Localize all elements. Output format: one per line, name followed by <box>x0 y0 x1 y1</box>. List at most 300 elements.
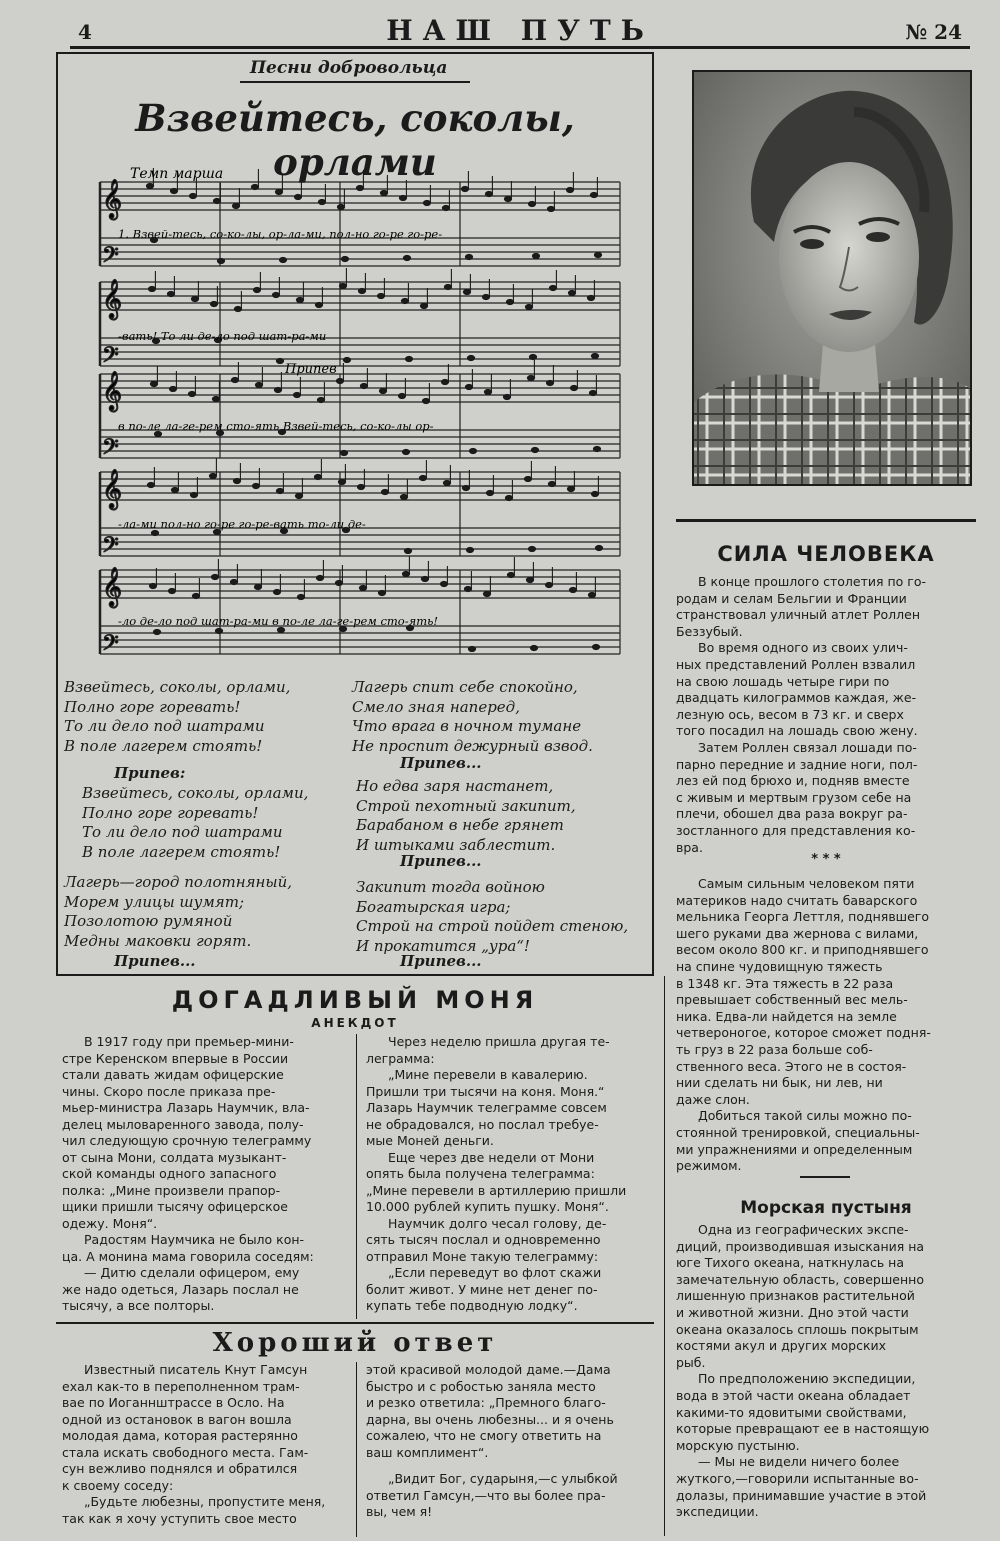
note-head <box>337 204 344 209</box>
text-line: превышает собственный вес мель- <box>676 992 908 1008</box>
note-head <box>294 194 301 199</box>
article-title-sea-desert: Морская пустыня <box>740 1198 912 1218</box>
note-head <box>211 574 218 579</box>
text-line: странствовал уличный атлет Роллен <box>676 607 921 623</box>
verse-line: Но едва заря настанет, <box>356 777 554 795</box>
note-head <box>466 547 473 552</box>
song-verse-right-2 <box>356 777 636 855</box>
text-line: четвероногое, которое сможет подня- <box>676 1025 931 1041</box>
bass-clef-icon: 𝄢 <box>102 435 119 465</box>
note-head <box>380 190 387 195</box>
refrain-marker: Припев... <box>400 952 482 970</box>
note-head <box>296 297 303 302</box>
note-head <box>444 284 451 289</box>
note-head <box>232 203 239 208</box>
note-head <box>381 489 388 494</box>
note-head <box>295 493 302 498</box>
text-line: жуткого,—говорили испытанные во- <box>676 1470 919 1486</box>
note-head <box>358 288 365 293</box>
text-line: Добиться такой силы можно по- <box>698 1108 912 1124</box>
text-line: этой красивой молодой даме.—Дама <box>366 1362 611 1377</box>
note-head <box>567 486 574 491</box>
note-head <box>588 592 595 597</box>
text-line: Пришли три тысячи на коня. Моня.“ <box>366 1083 605 1099</box>
verse-line: Лагерь—город полотняный, <box>64 873 293 891</box>
text-line: „Если переведут во флот скажи <box>388 1265 602 1280</box>
bass-clef-icon: 𝄢 <box>102 243 119 273</box>
text-line: болит живот. У мине нет денег по- <box>366 1281 598 1297</box>
text-line: „Будьте любезны, пропустите меня, <box>84 1494 326 1509</box>
text-line: нии сделать ни бык, ни лев, ни <box>676 1075 883 1091</box>
note-head <box>338 479 345 484</box>
article-body-good-answer-col2 <box>366 1362 651 1521</box>
note-head <box>399 195 406 200</box>
song-title: Взвейтесь, соколы, орлами <box>135 96 575 184</box>
text-line: лишенную признаков растительной <box>676 1288 915 1304</box>
note-head <box>484 389 491 394</box>
text-line: Еще через две недели от Мони <box>388 1149 595 1165</box>
note-head <box>273 589 280 594</box>
text-line: ской команды одного запасного <box>62 1166 277 1181</box>
note-head <box>317 397 324 402</box>
verse-line: Взвейтесь, соколы, орлами, <box>82 784 309 802</box>
note-head <box>151 530 158 535</box>
text-line: полка: „Мине произвели прапор- <box>62 1182 281 1198</box>
note-head <box>486 490 493 495</box>
note-head <box>297 594 304 599</box>
note-head <box>188 391 195 396</box>
refrain-marker: Припев... <box>114 952 196 970</box>
song-verse-left-2 <box>82 784 362 862</box>
note-head <box>255 382 262 387</box>
note-head <box>343 357 350 362</box>
note-head <box>341 256 348 261</box>
text-line: зостланного для представления ко- <box>676 822 916 838</box>
note-head <box>400 494 407 499</box>
note-head <box>566 187 573 192</box>
separator-asterisks: * * * <box>811 852 841 867</box>
note-head <box>148 286 155 291</box>
note-head <box>314 474 321 479</box>
text-line: леграмма: <box>366 1050 435 1066</box>
short-rule <box>800 1176 850 1178</box>
note-head <box>591 491 598 496</box>
article-body-anecdote-col1 <box>62 1034 347 1315</box>
note-head <box>252 483 259 488</box>
verse-line: Богатырская игра; <box>356 897 511 916</box>
verse-line: Не проспит дежурный взвод. <box>352 736 593 755</box>
score-lyrics-1: 1. Взвей-тесь, со-ко-лы, ор-ла-ми, пол-но го-ре го-ре- <box>118 227 443 241</box>
note-head <box>546 380 553 385</box>
note-head <box>468 646 475 651</box>
text-line: Через неделю пришла другая те- <box>388 1034 610 1049</box>
verse-line: Полно горе горевать! <box>64 697 241 716</box>
text-line: морскую пустыню. <box>676 1437 800 1453</box>
note-head <box>169 386 176 391</box>
note-head <box>230 579 237 584</box>
verse-line: Строй пехотный закипит, <box>356 796 576 815</box>
note-head <box>485 191 492 196</box>
note-head <box>315 302 322 307</box>
verse-line: Барабаном в небе грянет <box>356 816 564 834</box>
note-head <box>403 255 410 260</box>
note-head <box>507 572 514 577</box>
text-line: шего руками два жернова с вилами, <box>676 925 919 941</box>
note-head <box>483 591 490 596</box>
note-head <box>150 381 157 386</box>
text-line: лез ей под брюхо и, подняв вместе <box>676 773 910 789</box>
text-line: В конце прошлого столетия по го- <box>698 574 927 589</box>
bass-clef-icon: 𝄢 <box>102 343 119 373</box>
verse-line: То ли дело под шатрами <box>82 823 283 841</box>
note-head <box>591 353 598 358</box>
text-line: мые Моней деньги. <box>366 1133 494 1148</box>
treble-clef-icon: 𝄞 <box>102 179 123 219</box>
note-head <box>146 183 153 188</box>
note-head <box>587 295 594 300</box>
verse-line: Закипит тогда войною <box>356 878 545 896</box>
issue-number: № 24 <box>905 20 962 44</box>
article-title-anecdote: ДОГАДЛИВЫЙ МОНЯ <box>171 986 539 1014</box>
note-head <box>595 545 602 550</box>
text-line: материков надо считать баварского <box>676 892 918 908</box>
refrain-label: Припев: <box>114 764 186 782</box>
note-head <box>231 377 238 382</box>
verse-line: И штыками заблестит. <box>356 835 556 854</box>
note-head <box>461 186 468 191</box>
note-head <box>525 304 532 309</box>
article-title-good-answer: Хороший ответ <box>212 1328 498 1358</box>
note-head <box>528 201 535 206</box>
text-line: с живым и мертвым грузом себе на <box>676 789 912 805</box>
text-line: долазы, принимавшие участие в этой <box>676 1487 927 1503</box>
note-head <box>253 287 260 292</box>
note-head <box>147 482 154 487</box>
note-head <box>594 252 601 257</box>
text-line: родам и селам Бельгии и Франции <box>676 590 907 606</box>
note-head <box>570 385 577 390</box>
note-head <box>419 475 426 480</box>
note-head <box>189 193 196 198</box>
note-head <box>593 446 600 451</box>
note-head <box>505 495 512 500</box>
note-head <box>378 590 385 595</box>
verse-line: Медны маковки горят. <box>64 931 252 950</box>
note-head <box>420 303 427 308</box>
text-line: тысячу, а все полторы. <box>62 1298 215 1313</box>
text-line: океана оказалось сплошь покрытым <box>676 1321 919 1337</box>
note-head <box>402 571 409 576</box>
text-line: ть груз в 22 раза больше соб- <box>676 1041 873 1057</box>
note-head <box>422 398 429 403</box>
note-head <box>233 478 240 483</box>
text-line: весом около 800 кг. и приподнявшего <box>676 942 929 958</box>
text-line: мьер-министра Лазарь Наумчик, вла- <box>62 1100 310 1115</box>
song-section-label: Песни добровольца <box>250 58 448 78</box>
text-line: Самым сильным человеком пяти <box>698 876 915 891</box>
portrait-photo <box>692 70 972 486</box>
song-verse-left-3 <box>64 873 344 951</box>
note-head <box>192 593 199 598</box>
note-head <box>191 296 198 301</box>
verse-line: Строй на строй пойдет стеною, <box>356 917 629 935</box>
text-line: купать тебе подводную лодку“. <box>366 1298 578 1313</box>
text-line: экспедиции. <box>676 1504 759 1520</box>
text-line: Во время одного из своих улич- <box>698 640 908 656</box>
column-divider <box>664 976 665 1536</box>
masthead <box>70 12 970 48</box>
text-line: двадцать килограммов каждая, же- <box>676 690 917 706</box>
note-head <box>234 306 241 311</box>
song-verse-left-1 <box>64 678 344 756</box>
text-line: парно передние и задние ноги, пол- <box>676 756 918 772</box>
treble-clef-icon: 𝄞 <box>102 469 123 509</box>
text-line: ехал как-то в переполненном трам- <box>62 1378 300 1394</box>
note-head <box>167 291 174 296</box>
text-line: ответил Гамсун,—что вы более пра- <box>366 1487 606 1503</box>
text-line: опять была получена телеграмма: <box>366 1166 595 1181</box>
note-head <box>524 476 531 481</box>
verse-line: Что врага в ночном тумане <box>352 717 582 735</box>
text-line: Беззубый. <box>676 623 743 639</box>
text-line: быстро и с робостью заняла место <box>366 1378 596 1394</box>
text-line: „Видит Бог, сударыня,—с улыбкой <box>388 1471 618 1486</box>
note-head <box>590 192 597 197</box>
text-line: ваш комплимент“. <box>366 1444 489 1460</box>
verse-line: Полно горе горевать! <box>82 803 259 822</box>
chorus-mark: Припев <box>285 362 337 377</box>
note-head <box>359 585 366 590</box>
note-head <box>504 196 511 201</box>
text-line: к своему соседу: <box>62 1477 174 1493</box>
note-head <box>529 354 536 359</box>
note-head <box>276 488 283 493</box>
refrain-marker: Припев... <box>400 852 482 870</box>
note-head <box>530 645 537 650</box>
note-head <box>462 485 469 490</box>
text-line: Радостям Наумчика не было кон- <box>84 1232 305 1247</box>
score-lyrics-5: -ло де-ло под шат-ра-ми в по-ле ла-ге-рем сто-ять! <box>118 614 439 628</box>
note-head <box>423 200 430 205</box>
note-head <box>213 198 220 203</box>
text-line: юге Тихого океана, наткнулась на <box>676 1255 905 1271</box>
text-line: стали давать жидам офицерские <box>62 1067 284 1082</box>
text-line: диций, производившая изыскания на <box>676 1238 925 1254</box>
text-line: и резко ответила: „Премного благо- <box>366 1395 606 1410</box>
text-line: рыб. <box>676 1354 706 1370</box>
text-line: вода в этой части океана обладает <box>676 1387 911 1403</box>
text-line: ца. А монина мама говорила соседям: <box>62 1248 314 1264</box>
text-line: — Мы не видели ничего более <box>698 1454 900 1470</box>
score-lyrics-3: в по-ле ла-ге-рем сто-ять Взвей-тесь, со-ко-лы ор- <box>118 419 434 433</box>
sheet-music <box>90 160 630 680</box>
note-head <box>398 393 405 398</box>
text-line: и животной жизни. Дно этой части <box>676 1304 909 1320</box>
text-line: молодая дама, которая растерянно <box>62 1428 298 1443</box>
note-head <box>272 292 279 297</box>
note-head <box>340 450 347 455</box>
text-line: дарна, вы очень любезны... и я очень <box>366 1411 614 1427</box>
article-body-good-answer-col1 <box>62 1362 347 1527</box>
article-title-strength: СИЛА ЧЕЛОВЕКА <box>717 542 935 566</box>
column-divider <box>356 1034 357 1319</box>
text-line: щики пришли тысячу офицерское <box>62 1199 288 1214</box>
text-line: от сына Мони, солдата музыкант- <box>62 1149 287 1165</box>
note-head <box>215 628 222 633</box>
text-line: даже слон. <box>676 1091 750 1107</box>
text-line: так как я хочу уступить свое место <box>62 1510 297 1526</box>
score-lyrics-2: -вать! То ли де-ло под шат-ра-ми <box>118 329 327 343</box>
note-head <box>549 285 556 290</box>
note-head <box>464 586 471 591</box>
note-head <box>467 355 474 360</box>
note-head <box>531 447 538 452</box>
text-line: „Мине перевели в кавалерию. <box>388 1067 588 1082</box>
section-rule <box>56 1322 654 1324</box>
note-head <box>339 283 346 288</box>
text-line: Лазарь Наумчик телеграмме совсем <box>366 1100 607 1115</box>
text-line: сять тысяч послал и одновременно <box>366 1232 601 1247</box>
text-line: вы, чем я! <box>366 1504 433 1519</box>
text-line: вра. <box>676 839 703 855</box>
note-head <box>217 258 224 263</box>
text-line: на свою лошадь четыре гири по <box>676 673 890 689</box>
note-head <box>276 358 283 363</box>
text-line: стре Керенском впервые в России <box>62 1050 289 1066</box>
column-divider <box>356 1362 357 1537</box>
note-head <box>379 388 386 393</box>
treble-clef-icon: 𝄞 <box>102 279 123 319</box>
verse-line: Смело зная наперед, <box>352 697 520 716</box>
note-head <box>357 484 364 489</box>
note-head <box>528 546 535 551</box>
text-line: сун вежливо поднялся и обратился <box>62 1461 298 1476</box>
note-head <box>149 583 156 588</box>
note-head <box>463 289 470 294</box>
verse-line: То ли дело под шатрами <box>64 717 265 735</box>
song-verse-right-3 <box>356 878 636 956</box>
note-head <box>443 480 450 485</box>
verse-line: Позолотою румяной <box>64 912 233 930</box>
newspaper-title: НАШ ПУТЬ <box>386 14 654 47</box>
text-line: ника. Едва-ли найдется на земле <box>676 1008 897 1024</box>
page-number: 4 <box>78 20 92 44</box>
note-head <box>421 576 428 581</box>
text-line: которые превращают ее в настоящую <box>676 1421 930 1437</box>
text-line: „Мине перевели в артиллерию пришли <box>366 1182 627 1198</box>
text-line: В 1917 году при премьер-мини- <box>84 1034 294 1049</box>
verse-line: И прокатится „ура“! <box>356 936 530 955</box>
text-line: По предположению экспедиции, <box>698 1371 916 1387</box>
text-line: того посадил на лошадь свою жену. <box>676 723 918 739</box>
text-line: какими-то ядовитыми свойствами, <box>676 1404 907 1420</box>
note-head <box>168 588 175 593</box>
note-head <box>441 379 448 384</box>
text-line: отправил Моне такую телеграмму: <box>366 1248 599 1264</box>
note-head <box>569 587 576 592</box>
article-body-strength-1 <box>676 574 976 856</box>
text-line: делец мыловаренного завода, полу- <box>62 1116 304 1132</box>
note-head <box>465 384 472 389</box>
note-head <box>532 253 539 258</box>
verse-line: Морем улицы шумят; <box>64 892 244 911</box>
refrain-marker: Припев... <box>400 754 482 772</box>
note-head <box>356 185 363 190</box>
note-head <box>210 301 217 306</box>
note-head <box>153 629 160 634</box>
note-head <box>293 392 300 397</box>
note-head <box>526 577 533 582</box>
note-head <box>589 390 596 395</box>
text-line: Известный писатель Кнут Гамсун <box>84 1362 308 1377</box>
bass-clef-icon: 𝄢 <box>102 631 119 661</box>
text-line: плечи, обошел два раза вокруг ра- <box>676 806 908 822</box>
text-line: вае по Иоганнштрассе в Осло. На <box>62 1395 285 1410</box>
article-body-sea-desert <box>676 1222 976 1521</box>
note-head <box>209 473 216 478</box>
verse-line: В поле лагерем стоять! <box>64 736 263 755</box>
note-head <box>503 394 510 399</box>
treble-clef-icon: 𝄞 <box>102 567 123 607</box>
note-head <box>405 356 412 361</box>
note-head <box>545 582 552 587</box>
note-head <box>275 189 282 194</box>
text-line: ных представлений Роллен взвалил <box>676 656 916 672</box>
text-line: мельника Георга Леттля, поднявшего <box>676 909 930 925</box>
note-head <box>404 548 411 553</box>
verse-line: В поле лагерем стоять! <box>82 842 281 861</box>
text-line: в 1348 кг. Эта тяжесть в 22 раза <box>676 975 894 991</box>
text-line: Затем Роллен связал лошади по- <box>698 739 917 755</box>
note-head <box>506 299 513 304</box>
note-head <box>279 257 286 262</box>
text-line: лезную ось, весом в 73 кг. и сверх <box>676 706 904 722</box>
text-line: не обрадовался, но послал требуе- <box>366 1116 599 1132</box>
text-line: — Дитю сделали офицером, ему <box>84 1265 300 1280</box>
column-rule <box>676 519 976 522</box>
note-head <box>401 298 408 303</box>
text-line: 10.000 рублей купить пушку. Моня“. <box>366 1199 609 1214</box>
note-head <box>377 293 384 298</box>
text-line: замечательную область, совершенно <box>676 1271 924 1287</box>
article-body-anecdote-col2 <box>366 1034 651 1315</box>
note-head <box>336 378 343 383</box>
note-head <box>277 627 284 632</box>
note-head <box>592 644 599 649</box>
text-line: чины. Скоро после приказа пре- <box>62 1083 276 1099</box>
note-head <box>442 205 449 210</box>
article-subtitle-anecdote: АНЕКДОТ <box>311 1016 399 1030</box>
text-line: одежу. Моня“. <box>62 1215 158 1231</box>
song-section-rule <box>240 81 470 83</box>
note-head <box>316 575 323 580</box>
text-line: Одна из географических экспе- <box>698 1222 909 1237</box>
note-head <box>440 581 447 586</box>
text-line: сожалею, что не смогу ответить на <box>366 1428 602 1443</box>
note-head <box>547 206 554 211</box>
verse-line: Взвейтесь, соколы, орлами, <box>64 678 291 696</box>
note-head <box>190 492 197 497</box>
note-head <box>402 449 409 454</box>
article-body-strength-2 <box>676 876 976 1175</box>
note-head <box>254 584 261 589</box>
note-head <box>568 290 575 295</box>
text-line: ственного веса. Этого не в состоя- <box>676 1058 907 1074</box>
woman-portrait-image <box>694 72 972 486</box>
header-rule <box>70 46 970 49</box>
note-head <box>251 184 258 189</box>
note-head <box>469 448 476 453</box>
